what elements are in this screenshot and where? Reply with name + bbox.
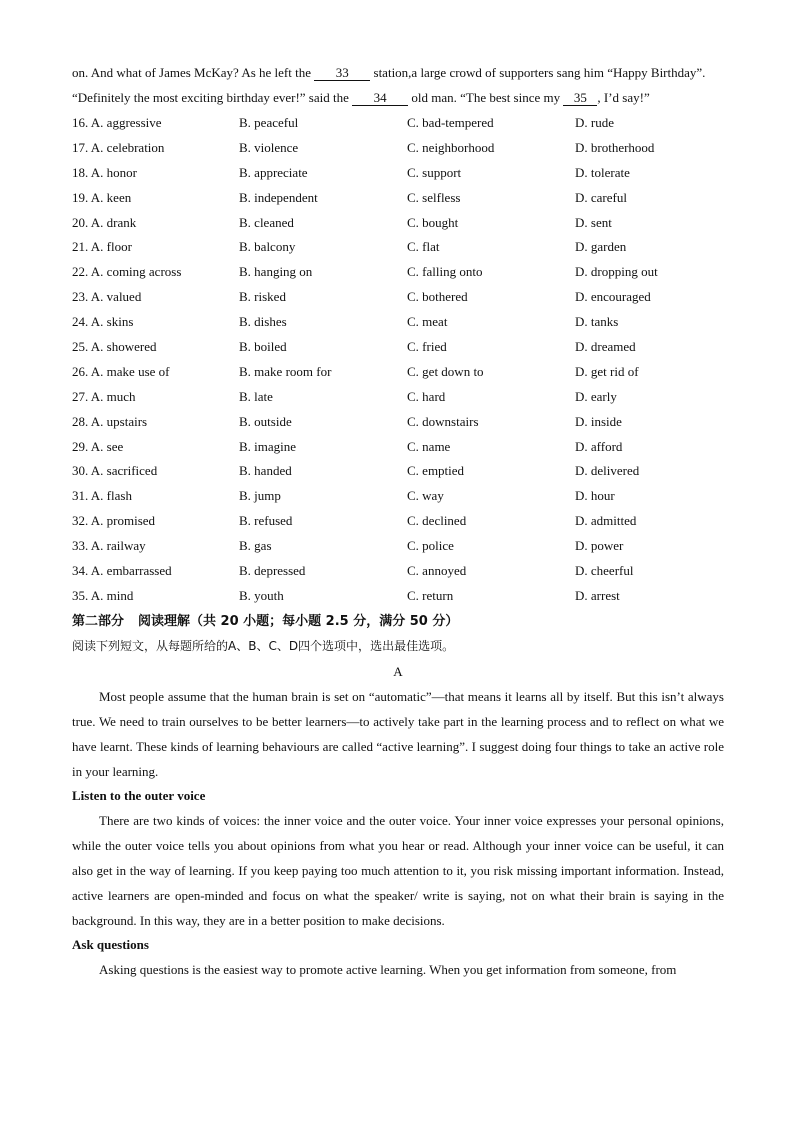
option-c: C. bothered [407, 289, 468, 305]
option-row [72, 285, 724, 310]
intro-text-c: old man. “The best since my [408, 90, 564, 105]
option-a: 29. A. see [72, 438, 124, 454]
exam-page [72, 60, 724, 982]
option-b: B. imagine [239, 438, 297, 454]
blank-35: 35 [563, 90, 597, 106]
option-c: C. downstairs [407, 413, 479, 429]
passage-label: A [393, 663, 403, 679]
option-a: 16. A. aggressive [72, 115, 162, 130]
option-b: B. youth [239, 587, 284, 603]
option-row [72, 335, 724, 360]
option-row [72, 459, 724, 484]
option-a: 30. A. sacrificed [72, 463, 158, 479]
option-c: C. return [407, 587, 454, 603]
blank-33: 33 [314, 65, 370, 81]
option-a: 21. A. floor [72, 239, 132, 255]
option-d: D. careful [575, 189, 627, 205]
option-row [72, 410, 724, 435]
option-c: C. emptied [407, 463, 465, 479]
option-c: C. support [407, 164, 462, 180]
option-c: C. bought [407, 214, 459, 230]
option-b: B. gas [239, 538, 272, 554]
option-a: 34. A. embarrassed [72, 563, 172, 579]
option-c: C. bad-tempered [407, 115, 494, 130]
option-b: B. depressed [239, 563, 306, 579]
option-c: C. way [407, 488, 444, 504]
passage-heading-2: Ask questions [72, 936, 149, 952]
passage-paragraph-1: Most people assume that the human brain is set on “automatic”—that means it learns all by itself. But this isn’t always true. We need to train ourselves to be better learners—to actively take part in the learning process and to reflect on what we have learnt. These kinds of learning behaviours are called “active learning”. I suggest doing four things to take an active role in your learning. [72, 688, 724, 779]
option-d: D. get rid of [575, 363, 639, 379]
option-d: D. admitted [575, 513, 637, 529]
option-a: 33. A. railway [72, 538, 146, 554]
option-d: D. dreamed [575, 339, 636, 355]
option-a: 23. A. valued [72, 289, 142, 305]
option-d: D. tolerate [575, 164, 630, 180]
cloze-passage-ending [72, 60, 724, 110]
option-a: 27. A. much [72, 388, 136, 404]
option-d: D. arrest [575, 587, 620, 603]
option-c: C. neighborhood [407, 139, 495, 155]
option-row [72, 211, 724, 236]
option-b: B. risked [239, 289, 286, 305]
option-d: D. power [575, 538, 624, 554]
option-b: B. hanging on [239, 264, 313, 280]
option-a: 26. A. make use of [72, 363, 170, 379]
option-row [72, 136, 724, 161]
intro-text-a: on. And what of James McKay? As he left the [72, 65, 315, 80]
option-c: C. flat [407, 239, 440, 255]
option-b: B. boiled [239, 339, 287, 355]
option-a: 28. A. upstairs [72, 413, 148, 429]
option-row [72, 186, 724, 211]
option-a: 32. A. promised [72, 513, 156, 529]
intro-text-b: station,a large crowd of supporters sang him “Happy Birthday”. “Definitely the most exciting birthday ever!” said the [72, 65, 706, 105]
option-d: D. garden [575, 239, 627, 255]
option-a: 19. A. keen [72, 189, 132, 205]
option-d: D. brotherhood [575, 139, 655, 155]
option-row [72, 484, 724, 509]
option-b: B. violence [239, 139, 299, 155]
option-c: C. name [407, 438, 451, 454]
option-c: C. selfless [407, 189, 461, 205]
option-b: B. independent [239, 189, 318, 205]
option-a: 22. A. coming across [72, 264, 182, 280]
option-a: 25. A. showered [72, 339, 157, 355]
option-a: 20. A. drank [72, 214, 137, 230]
option-c: C. meat [407, 314, 448, 330]
option-c: C. get down to [407, 363, 484, 379]
option-d: D. encouraged [575, 289, 651, 305]
option-b: B. balcony [239, 239, 296, 255]
option-b: B. jump [239, 488, 281, 504]
option-d: D. afford [575, 438, 623, 454]
option-b: B. late [239, 388, 273, 404]
option-d: D. sent [575, 214, 612, 230]
passage-paragraph-3: Asking questions is the easiest way to promote active learning. When you get information from someone, from [99, 961, 677, 977]
blank-34: 34 [352, 90, 408, 106]
options-table [72, 111, 724, 609]
option-d: D. inside [575, 413, 622, 429]
option-c: C. hard [407, 388, 446, 404]
option-b: B. appreciate [239, 164, 308, 180]
option-b: B. peaceful [239, 115, 299, 130]
passage-heading-1: Listen to the outer voice [72, 787, 206, 803]
option-b: B. dishes [239, 314, 287, 330]
option-b: B. refused [239, 513, 293, 529]
option-a: 31. A. flash [72, 488, 132, 504]
option-d: D. tanks [575, 314, 619, 330]
option-row [72, 385, 724, 410]
option-a: 24. A. skins [72, 314, 134, 330]
option-row [72, 584, 724, 609]
option-c: C. fried [407, 339, 447, 355]
option-row [72, 260, 724, 285]
option-d: D. delivered [575, 463, 640, 479]
option-c: C. annoyed [407, 563, 467, 579]
option-d: D. hour [575, 488, 615, 504]
option-row [72, 509, 724, 534]
option-a: 17. A. celebration [72, 139, 165, 155]
passage-paragraph-2: There are two kinds of voices: the inner voice and the outer voice. Your inner voice expresses your personal opinions, while the outer voice tells you about opinions from what you hear or read. Although your inner voice can be useful, it can also get in the way of learning. If you keep paying too much attention to it, you risk missing important information. Instead, active learners are open-minded and focus on what the speaker/ write is saying, not on what their brain is saying in the background. In this way, they are in a better position to make decisions. [72, 812, 724, 928]
option-d: D. early [575, 388, 617, 404]
option-row [72, 161, 724, 186]
section-instruction: 阅读下列短文，从每题所给的A、B、C、D四个选项中，选出最佳选项。 [72, 638, 455, 653]
option-row [72, 435, 724, 460]
section-part: 第二部分 [72, 613, 125, 629]
option-b: B. cleaned [239, 214, 294, 230]
option-b: B. handed [239, 463, 292, 479]
option-a: 35. A. mind [72, 587, 134, 603]
option-row [72, 235, 724, 260]
option-b: B. make room for [239, 363, 332, 379]
option-row [72, 310, 724, 335]
option-d: D. rude [575, 115, 614, 130]
option-c: C. police [407, 538, 454, 554]
option-c: C. falling onto [407, 264, 483, 280]
section-heading [72, 609, 724, 634]
option-d: D. dropping out [575, 264, 658, 280]
option-b: B. outside [239, 413, 292, 429]
option-row [72, 534, 724, 559]
section-title: 阅读理解（共 20 小题；每小题 2.5 分，满分 50 分） [138, 613, 459, 629]
option-d: D. cheerful [575, 563, 634, 579]
option-c: C. declined [407, 513, 467, 529]
option-a: 18. A. honor [72, 164, 137, 180]
option-row [72, 360, 724, 385]
option-row [72, 111, 724, 136]
option-row [72, 559, 724, 584]
intro-text-d: , I’d say!” [597, 90, 650, 105]
